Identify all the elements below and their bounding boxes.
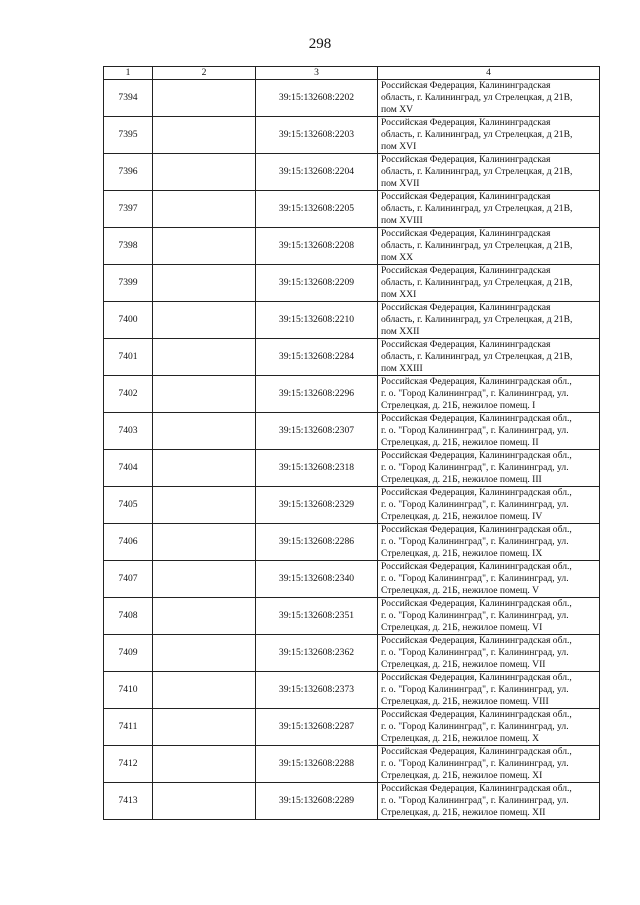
address-line: Российская Федерация, Калининградская (381, 302, 551, 313)
address-line: г. о. "Город Калининград", г. Калининград, ул. (381, 536, 569, 547)
address-line: область, г. Калининград, ул Стрелецкая, д 21В, (381, 166, 573, 177)
row-number: 7406 (104, 524, 153, 561)
address-line: Российская Федерация, Калининградская (381, 265, 551, 276)
address-line: г. о. "Город Калининград", г. Калининград, ул. (381, 795, 569, 806)
address-cell (378, 339, 600, 376)
address-line: пом XX (381, 252, 414, 263)
row-col-2 (153, 117, 256, 154)
address-line: г. о. "Город Калининград", г. Калининград, ул. (381, 573, 569, 584)
address-line: Российская Федерация, Калининградская обл., (381, 746, 572, 757)
address-cell (378, 413, 600, 450)
table-row (104, 376, 600, 413)
row-col-2 (153, 746, 256, 783)
address-line: область, г. Калининград, ул Стрелецкая, д 21В, (381, 203, 573, 214)
header-col-3: 3 (256, 67, 378, 80)
address-cell (378, 672, 600, 709)
cadastral-number: 39:15:132608:2329 (256, 487, 378, 524)
cadastral-number: 39:15:132608:2204 (256, 154, 378, 191)
address-line: пом XVII (381, 178, 420, 189)
cadastral-number: 39:15:132608:2202 (256, 80, 378, 117)
address-line: Российская Федерация, Калининградская (381, 154, 551, 165)
row-number: 7395 (104, 117, 153, 154)
header-col-2: 2 (153, 67, 256, 80)
cadastral-number: 39:15:132608:2373 (256, 672, 378, 709)
address-cell (378, 302, 600, 339)
table-row (104, 265, 600, 302)
address-line: Российская Федерация, Калининградская (381, 117, 551, 128)
address-cell (378, 746, 600, 783)
address-line: область, г. Калининград, ул Стрелецкая, д 21В, (381, 277, 573, 288)
row-number: 7401 (104, 339, 153, 376)
row-col-2 (153, 487, 256, 524)
address-line: Российская Федерация, Калининградская обл., (381, 635, 572, 646)
row-number: 7402 (104, 376, 153, 413)
row-number: 7397 (104, 191, 153, 228)
address-line: Российская Федерация, Калининградская (381, 339, 551, 350)
row-number: 7399 (104, 265, 153, 302)
row-number: 7403 (104, 413, 153, 450)
table-row (104, 487, 600, 524)
address-line: Стрелецкая, д. 21Б, нежилое помещ. IV (381, 511, 543, 522)
address-cell (378, 117, 600, 154)
address-line: г. о. "Город Калининград", г. Калининград, ул. (381, 425, 569, 436)
address-line: Стрелецкая, д. 21Б, нежилое помещ. II (381, 437, 539, 448)
cadastral-number: 39:15:132608:2289 (256, 783, 378, 820)
table-row (104, 783, 600, 820)
address-cell (378, 450, 600, 487)
cadastral-number: 39:15:132608:2287 (256, 709, 378, 746)
address-cell (378, 783, 600, 820)
address-line: Российская Федерация, Калининградская обл., (381, 487, 572, 498)
address-line: пом XXIII (381, 363, 423, 374)
cadastral-number: 39:15:132608:2288 (256, 746, 378, 783)
row-col-2 (153, 783, 256, 820)
registry-table (103, 66, 600, 820)
address-line: Стрелецкая, д. 21Б, нежилое помещ. XII (381, 807, 546, 818)
address-line: Стрелецкая, д. 21Б, нежилое помещ. III (381, 474, 542, 485)
address-cell (378, 487, 600, 524)
address-line: г. о. "Город Калининград", г. Калининград, ул. (381, 388, 569, 399)
row-col-2 (153, 154, 256, 191)
address-line: область, г. Калининград, ул Стрелецкая, д 21В, (381, 129, 573, 140)
address-line: пом XVI (381, 141, 417, 152)
table-row (104, 154, 600, 191)
table-header-row (104, 67, 600, 80)
row-number: 7410 (104, 672, 153, 709)
row-col-2 (153, 228, 256, 265)
address-line: г. о. "Город Калининград", г. Калининград, ул. (381, 758, 569, 769)
address-line: Российская Федерация, Калининградская обл., (381, 783, 572, 794)
row-number: 7405 (104, 487, 153, 524)
address-line: г. о. "Город Калининград", г. Калининград, ул. (381, 721, 569, 732)
row-number: 7400 (104, 302, 153, 339)
row-number: 7409 (104, 635, 153, 672)
page-number: 298 (308, 36, 332, 52)
cadastral-number: 39:15:132608:2318 (256, 450, 378, 487)
table-row (104, 302, 600, 339)
row-col-2 (153, 561, 256, 598)
address-line: Стрелецкая, д. 21Б, нежилое помещ. VI (381, 622, 543, 633)
address-cell (378, 80, 600, 117)
address-line: Стрелецкая, д. 21Б, нежилое помещ. V (381, 585, 540, 596)
table-row (104, 524, 600, 561)
row-number: 7411 (104, 709, 153, 746)
row-col-2 (153, 450, 256, 487)
cadastral-number: 39:15:132608:2205 (256, 191, 378, 228)
row-number: 7407 (104, 561, 153, 598)
header-col-4: 4 (378, 67, 600, 80)
address-line: Стрелецкая, д. 21Б, нежилое помещ. IX (381, 548, 543, 559)
address-line: Стрелецкая, д. 21Б, нежилое помещ. VIII (381, 696, 549, 707)
address-line: Стрелецкая, д. 21Б, нежилое помещ. VII (381, 659, 546, 670)
address-line: Российская Федерация, Калининградская обл., (381, 709, 572, 720)
table-row (104, 672, 600, 709)
address-cell (378, 709, 600, 746)
address-line: Российская Федерация, Калининградская обл., (381, 376, 572, 387)
address-line: область, г. Калининград, ул Стрелецкая, д 21В, (381, 92, 573, 103)
cadastral-number: 39:15:132608:2340 (256, 561, 378, 598)
table-row (104, 635, 600, 672)
header-col-1: 1 (104, 67, 153, 80)
row-number: 7404 (104, 450, 153, 487)
address-line: Российская Федерация, Калининградская (381, 80, 551, 91)
table-row (104, 709, 600, 746)
row-number: 7413 (104, 783, 153, 820)
row-col-2 (153, 80, 256, 117)
address-cell (378, 228, 600, 265)
table-row (104, 450, 600, 487)
address-line: г. о. "Город Калининград", г. Калининград, ул. (381, 610, 569, 621)
address-line: г. о. "Город Калининград", г. Калининград, ул. (381, 647, 569, 658)
table-row (104, 191, 600, 228)
table-row (104, 339, 600, 376)
address-cell (378, 635, 600, 672)
cadastral-number: 39:15:132608:2351 (256, 598, 378, 635)
address-line: Российская Федерация, Калининградская (381, 228, 551, 239)
row-col-2 (153, 709, 256, 746)
address-cell (378, 598, 600, 635)
address-line: область, г. Калининград, ул Стрелецкая, д 21В, (381, 314, 573, 325)
row-number: 7398 (104, 228, 153, 265)
address-line: область, г. Калининград, ул Стрелецкая, д 21В, (381, 240, 573, 251)
cadastral-number: 39:15:132608:2203 (256, 117, 378, 154)
table-row (104, 561, 600, 598)
address-cell (378, 524, 600, 561)
address-cell (378, 561, 600, 598)
address-line: Российская Федерация, Калининградская обл., (381, 561, 572, 572)
address-cell (378, 376, 600, 413)
row-col-2 (153, 302, 256, 339)
address-line: Российская Федерация, Калининградская (381, 191, 551, 202)
address-line: Российская Федерация, Калининградская обл., (381, 672, 572, 683)
table-row (104, 80, 600, 117)
address-line: Российская Федерация, Калининградская обл., (381, 413, 572, 424)
address-cell (378, 191, 600, 228)
address-line: Российская Федерация, Калининградская обл., (381, 598, 572, 609)
row-number: 7408 (104, 598, 153, 635)
row-col-2 (153, 376, 256, 413)
cadastral-number: 39:15:132608:2296 (256, 376, 378, 413)
address-line: пом XV (381, 104, 414, 115)
address-line: г. о. "Город Калининград", г. Калининград, ул. (381, 462, 569, 473)
address-line: Стрелецкая, д. 21Б, нежилое помещ. XI (381, 770, 543, 781)
address-line: Российская Федерация, Калининградская обл., (381, 524, 572, 535)
table-row (104, 413, 600, 450)
cadastral-number: 39:15:132608:2307 (256, 413, 378, 450)
address-line: область, г. Калининград, ул Стрелецкая, д 21В, (381, 351, 573, 362)
row-col-2 (153, 413, 256, 450)
address-line: г. о. "Город Калининград", г. Калининград, ул. (381, 499, 569, 510)
cadastral-number: 39:15:132608:2362 (256, 635, 378, 672)
address-cell (378, 154, 600, 191)
address-cell (378, 265, 600, 302)
cadastral-number: 39:15:132608:2208 (256, 228, 378, 265)
table-row (104, 598, 600, 635)
cadastral-number: 39:15:132608:2210 (256, 302, 378, 339)
address-line: пом XXI (381, 289, 417, 300)
row-number: 7412 (104, 746, 153, 783)
row-number: 7394 (104, 80, 153, 117)
row-col-2 (153, 191, 256, 228)
address-line: г. о. "Город Калининград", г. Калининград, ул. (381, 684, 569, 695)
row-col-2 (153, 635, 256, 672)
row-col-2 (153, 265, 256, 302)
table-row (104, 228, 600, 265)
row-col-2 (153, 672, 256, 709)
address-line: Российская Федерация, Калининградская обл., (381, 450, 572, 461)
row-col-2 (153, 339, 256, 376)
address-line: Стрелецкая, д. 21Б, нежилое помещ. X (381, 733, 540, 744)
row-number: 7396 (104, 154, 153, 191)
address-line: пом XVIII (381, 215, 423, 226)
cadastral-number: 39:15:132608:2284 (256, 339, 378, 376)
row-col-2 (153, 598, 256, 635)
address-line: Стрелецкая, д. 21Б, нежилое помещ. I (381, 400, 536, 411)
cadastral-number: 39:15:132608:2286 (256, 524, 378, 561)
table-row (104, 746, 600, 783)
cadastral-number: 39:15:132608:2209 (256, 265, 378, 302)
row-col-2 (153, 524, 256, 561)
table-row (104, 117, 600, 154)
address-line: пом XXII (381, 326, 420, 337)
